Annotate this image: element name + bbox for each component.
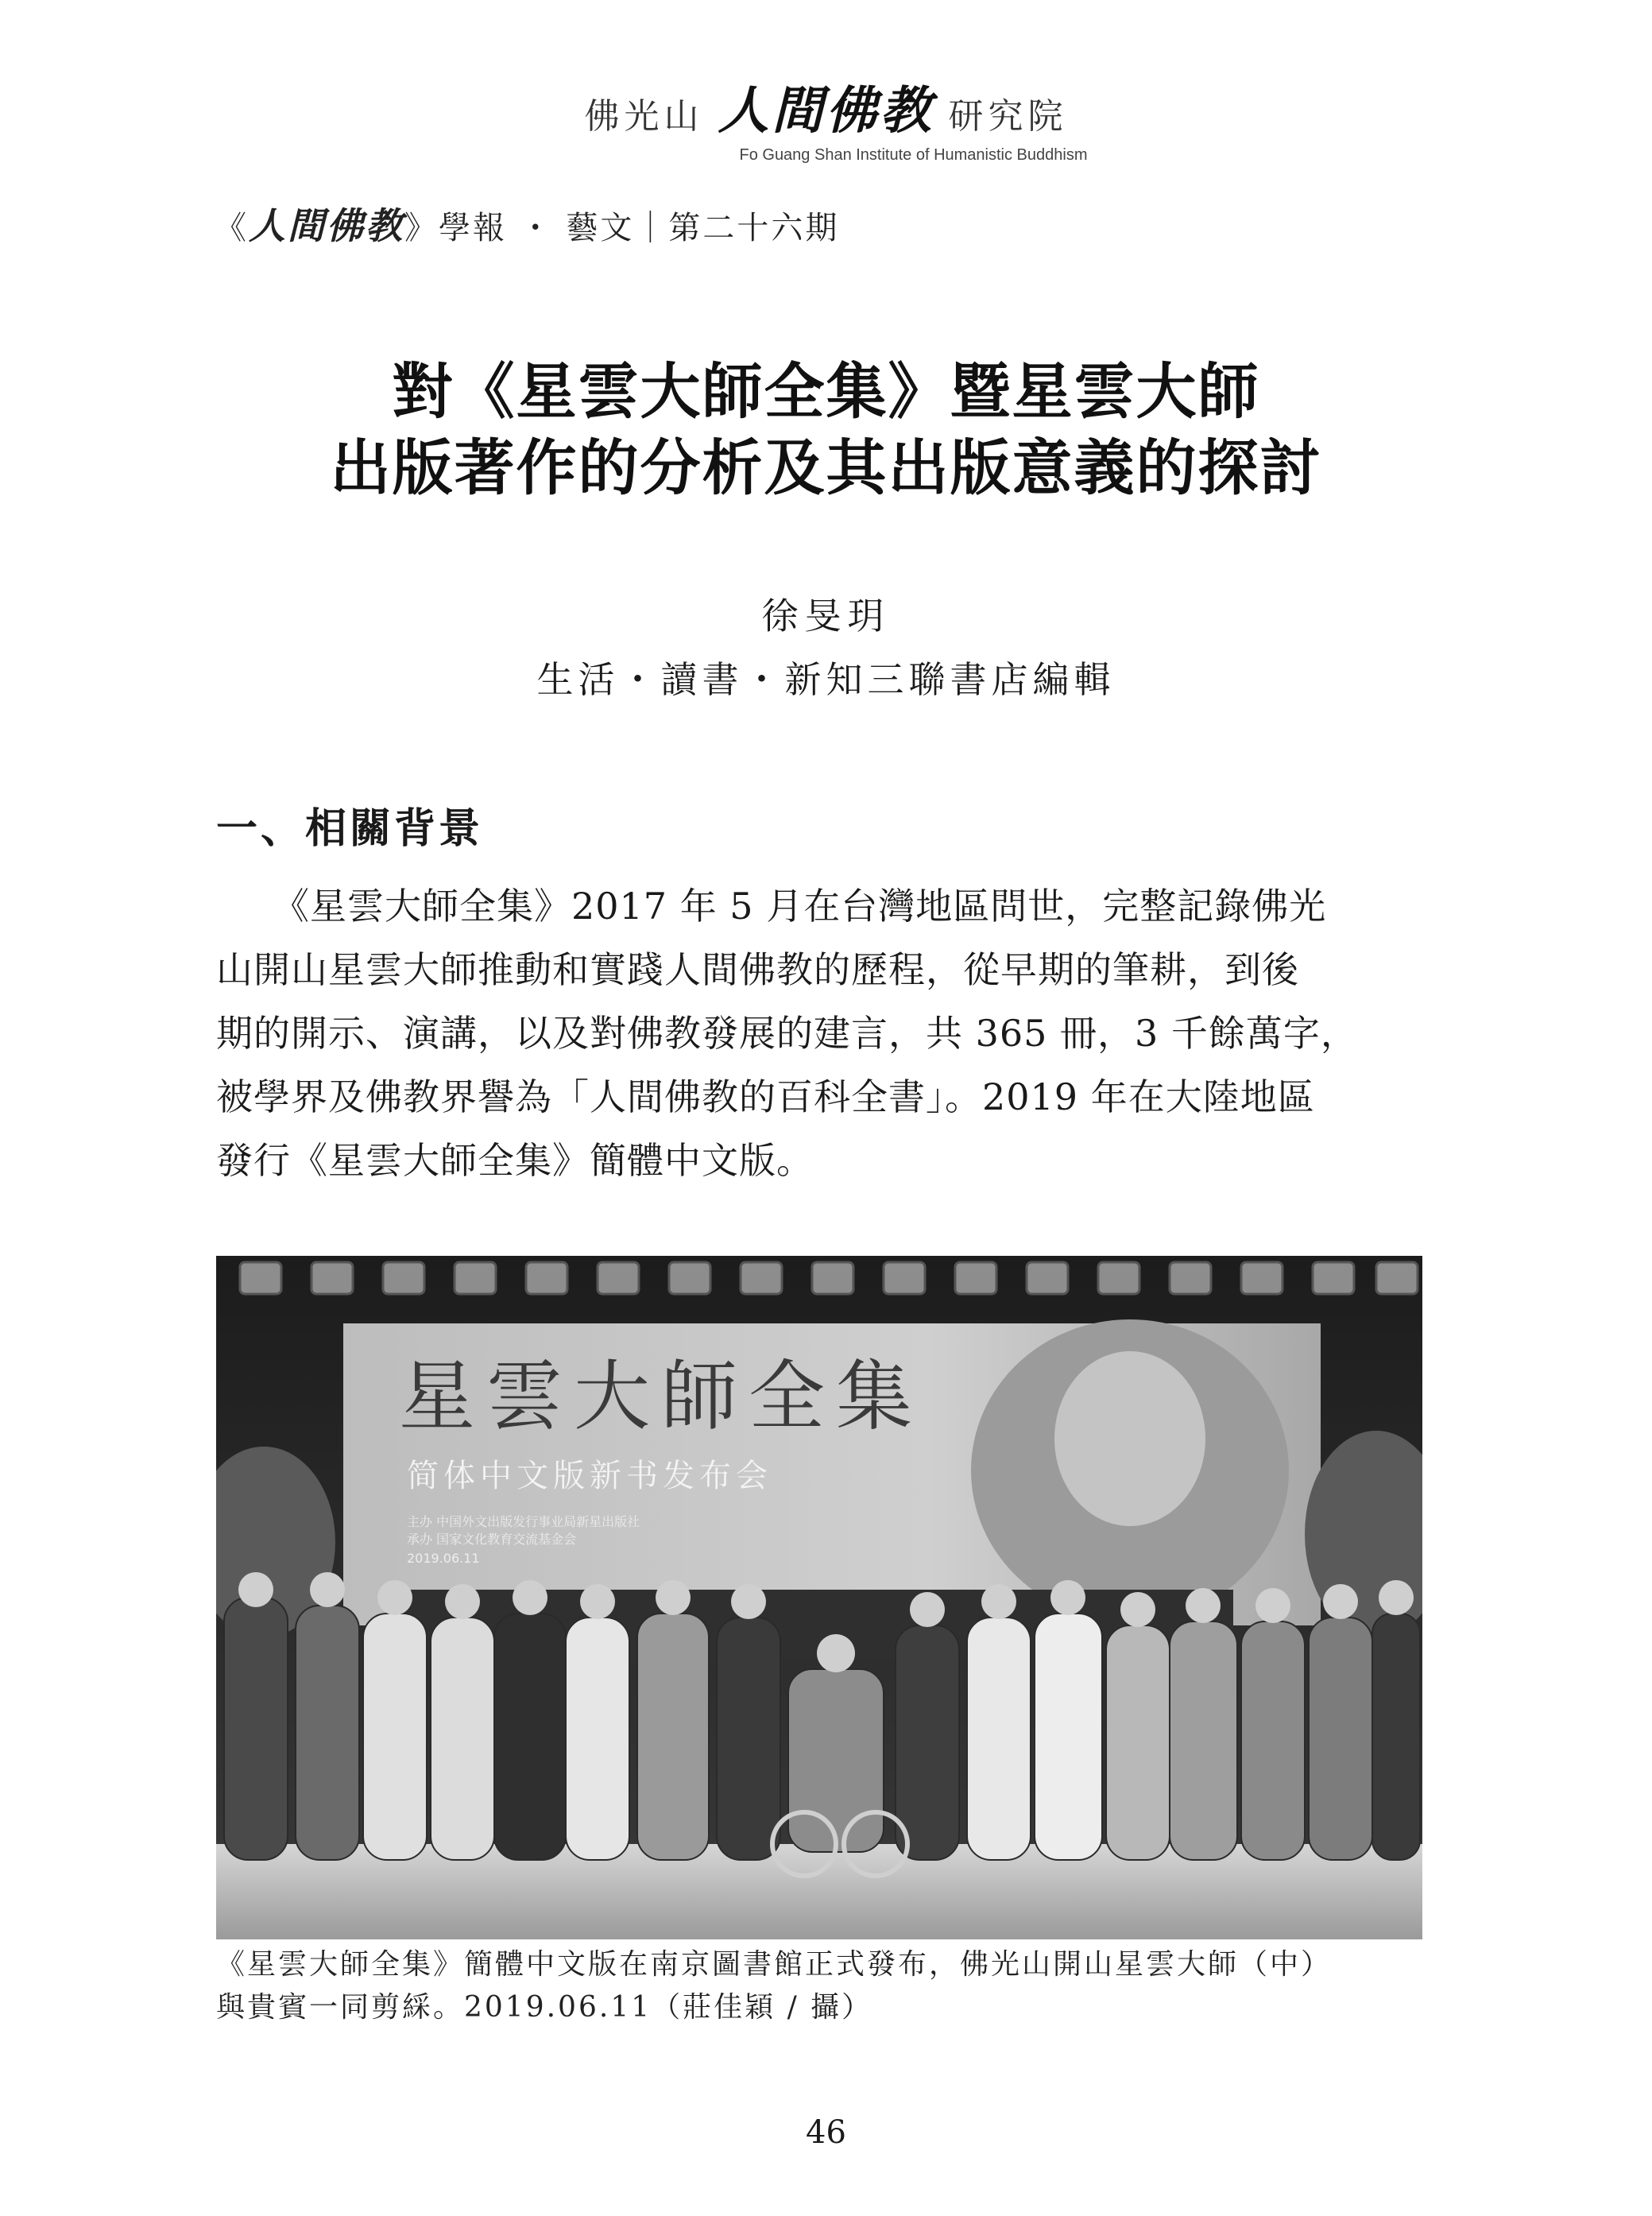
paragraph-line: 被學界及佛教界譽為「人間佛教的百科全書」。2019 年在大陸地區 xyxy=(216,1075,1315,1118)
author-name: 徐旻玥 xyxy=(761,595,891,637)
journal-header xyxy=(215,197,839,250)
banner-host: 主办 中国外文出版发行事业局新星出版社 xyxy=(407,1514,640,1529)
body-paragraph xyxy=(216,874,1424,1192)
banner-date: 2019.06.11 xyxy=(407,1551,480,1566)
journal-rest: 》學報 ・ 藝文｜第二十六期 xyxy=(404,210,840,246)
banner-org: 承办 国家文化教育交流基金会 xyxy=(407,1532,577,1547)
journal-brand: 人間佛教 xyxy=(249,204,404,247)
institute-english: Fo Guang Shan Institute of Humanistic Buddhism xyxy=(739,146,1088,164)
article-title xyxy=(0,354,1652,506)
event-photo-svg xyxy=(216,1256,1422,1939)
author-affiliation: 生活・讀書・新知三聯書店編輯 xyxy=(536,658,1116,701)
section-heading: 一、相關背景 xyxy=(216,805,484,853)
banner-title: 星雲大師全集 xyxy=(399,1352,923,1441)
paragraph-line: 《星雲大師全集》2017 年 5 月在台灣地區問世，完整記錄佛光 xyxy=(216,885,1327,928)
institute-header xyxy=(0,70,1652,165)
ceiling-lights xyxy=(240,1262,1418,1294)
page-number: 46 xyxy=(806,2114,846,2151)
author-block xyxy=(0,584,1652,711)
title-line-2: 出版著作的分析及其出版意義的探討 xyxy=(330,432,1322,503)
paragraph-line: 期的開示、演講，以及對佛教發展的建言，共 365 冊，3 千餘萬字， xyxy=(216,1012,1358,1055)
caption-line-2: 與貴賓一同剪綵。2019.06.11（莊佳穎 / 攝） xyxy=(216,1991,873,2024)
paragraph-line: 山開山星雲大師推動和實踐人間佛教的歷程，從早期的筆耕，到後 xyxy=(216,948,1299,991)
caption-line-1: 《星雲大師全集》簡體中文版在南京圖書館正式發布，佛光山開山星雲大師（中） xyxy=(216,1948,1333,1981)
event-photo xyxy=(216,1256,1422,1939)
institute-suffix: 研究院 xyxy=(948,96,1068,137)
banner-subtitle: 简体中文版新书发布会 xyxy=(407,1458,772,1494)
institute-brand: 人間佛教 xyxy=(718,82,934,141)
institute-prefix: 佛光山 xyxy=(584,96,704,137)
title-line-1: 對《星雲大師全集》暨星雲大師 xyxy=(392,356,1260,427)
photo-caption xyxy=(216,1943,1424,2029)
paragraph-line: 發行《星雲大師全集》簡體中文版。 xyxy=(216,1139,814,1182)
journal-open: 《 xyxy=(215,210,249,246)
